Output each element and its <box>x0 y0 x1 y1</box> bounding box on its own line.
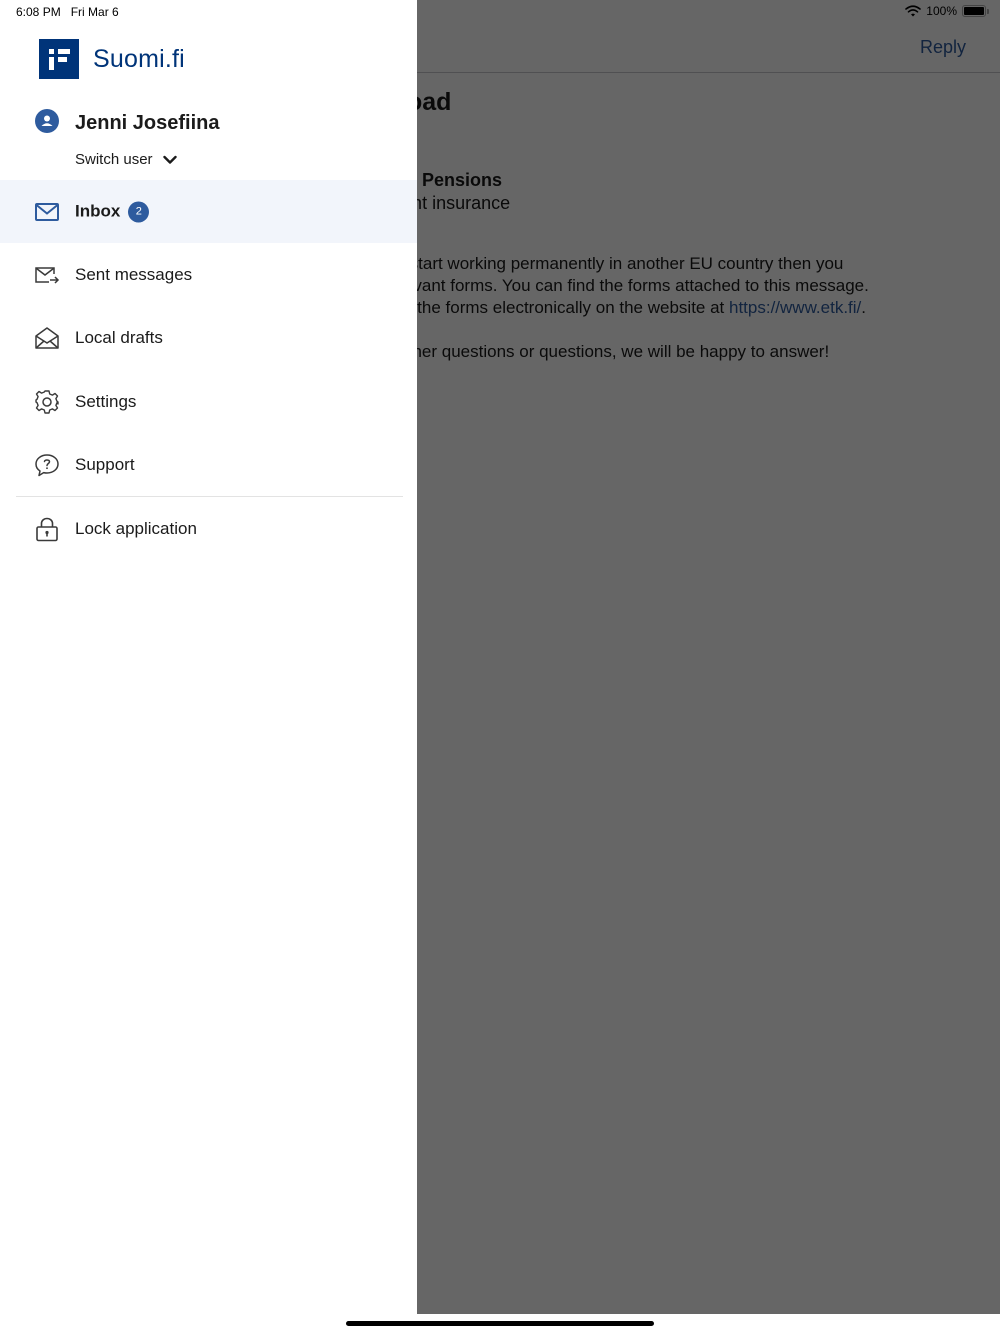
nav-item-local-drafts[interactable] <box>0 306 417 369</box>
nav-label: Support <box>75 454 135 474</box>
chevron-down-icon <box>163 155 177 165</box>
inbox-label: Inbox <box>75 201 121 220</box>
suomi-logo-icon <box>39 39 79 79</box>
user-name: Jenni Josefiina <box>75 112 220 134</box>
battery-percent: 100% <box>926 4 957 18</box>
nav-label: Local drafts <box>75 327 163 347</box>
nav-item-settings[interactable] <box>0 370 417 433</box>
switch-user-label: Switch user <box>75 151 153 168</box>
unread-count-badge: 2 <box>128 201 149 222</box>
question-bubble-icon <box>34 452 60 478</box>
status-date: Fri Mar 6 <box>70 5 119 19</box>
app-logo <box>39 39 185 79</box>
status-time: 6:08 PM <box>16 5 61 19</box>
home-indicator[interactable] <box>346 1321 654 1326</box>
battery-icon <box>962 5 986 17</box>
user-circle-icon <box>35 109 59 138</box>
nav-label: Lock application <box>75 518 197 538</box>
lock-icon <box>34 514 60 544</box>
logo-text: Suomi.fi <box>93 44 185 73</box>
nav-label: Sent messages <box>75 264 193 284</box>
nav-item-lock-application[interactable] <box>0 497 417 560</box>
nav-item-sent-messages[interactable] <box>0 243 417 306</box>
envelope-send-icon <box>34 262 60 288</box>
status-bar-left <box>16 5 119 19</box>
status-bar-right <box>905 4 986 18</box>
envelope-open-icon <box>34 325 60 351</box>
nav-label: Settings <box>75 391 137 411</box>
switch-user-button[interactable] <box>75 151 177 168</box>
nav-label <box>75 201 149 222</box>
gear-icon <box>34 389 60 415</box>
nav-item-support[interactable] <box>0 433 417 496</box>
side-drawer <box>0 0 417 1334</box>
user-row <box>35 109 220 138</box>
envelope-icon <box>34 199 60 225</box>
nav-item-inbox[interactable] <box>0 180 417 243</box>
wifi-icon <box>905 5 921 17</box>
